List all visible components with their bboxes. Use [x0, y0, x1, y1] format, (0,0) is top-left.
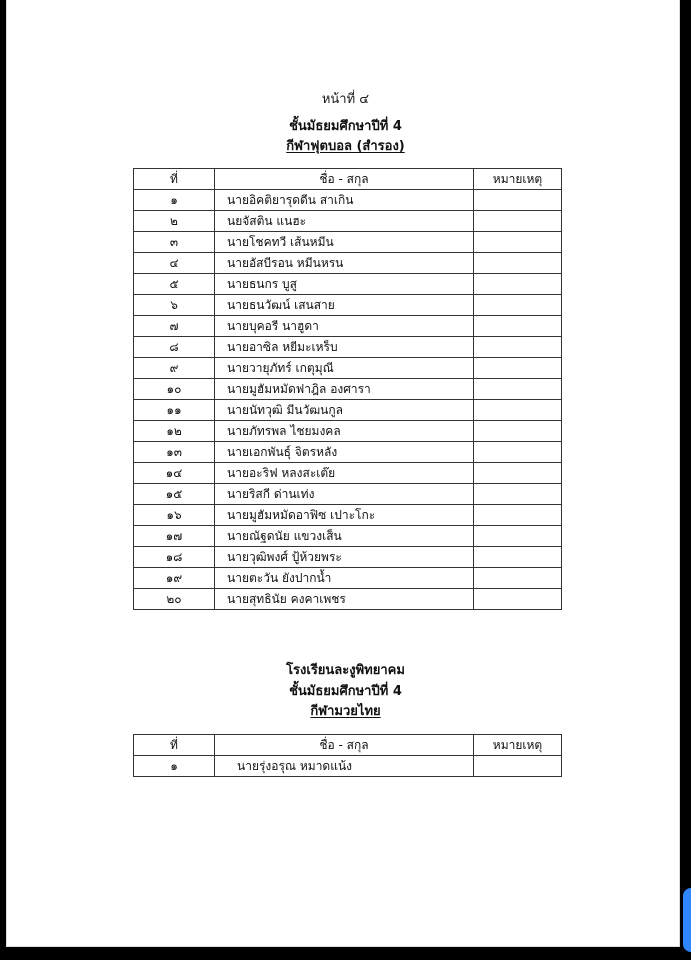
- row-no: ๙: [134, 358, 215, 379]
- row-no: ๒๐: [134, 589, 215, 610]
- header-no: ที่: [134, 735, 215, 756]
- header-name: ชื่อ - สกุล: [215, 169, 474, 190]
- row-no: ๑๘: [134, 547, 215, 568]
- muay-thai-table: [133, 734, 562, 777]
- row-no: ๑๑: [134, 400, 215, 421]
- row-no: ๖: [134, 295, 215, 316]
- row-note: [474, 316, 562, 337]
- row-no: ๗: [134, 316, 215, 337]
- table-row: [134, 463, 562, 484]
- table-row: [134, 756, 562, 777]
- table-row: [134, 337, 562, 358]
- row-no: ๑๗: [134, 526, 215, 547]
- header-name: ชื่อ - สกุล: [215, 735, 474, 756]
- football-reserve-table: [133, 168, 562, 610]
- row-name: นายอัสบีรอน หมีนหรน: [215, 253, 474, 274]
- table-row: [134, 589, 562, 610]
- row-name: นายรุ่งอรุณ หมาดแน้ง: [215, 756, 474, 777]
- row-name: นายนัทวุฒิ มีนวัฒนกูล: [215, 400, 474, 421]
- row-note: [474, 190, 562, 211]
- table-row: [134, 400, 562, 421]
- section2-grade-heading: ชั้นมัธยมศึกษาปีที่ 4: [289, 684, 402, 699]
- table-row: [134, 442, 562, 463]
- school-name-heading: โรงเรียนละงูพิทยาคม: [286, 663, 405, 678]
- row-no: ๕: [134, 274, 215, 295]
- row-note: [474, 421, 562, 442]
- row-note: [474, 547, 562, 568]
- row-no: ๑๕: [134, 484, 215, 505]
- table-header-row: [134, 735, 562, 756]
- row-no: ๑๔: [134, 463, 215, 484]
- table-row: [134, 316, 562, 337]
- row-note: [474, 211, 562, 232]
- row-note: [474, 379, 562, 400]
- row-note: [474, 442, 562, 463]
- row-name: นายโชคทวี เส้นหมีน: [215, 232, 474, 253]
- row-note: [474, 756, 562, 777]
- table-row: [134, 232, 562, 253]
- row-name: นายบุคอรี นาฮูดา: [215, 316, 474, 337]
- table-row: [134, 526, 562, 547]
- row-note: [474, 274, 562, 295]
- row-no: ๔: [134, 253, 215, 274]
- row-name: นายธนกร บูสู: [215, 274, 474, 295]
- row-note: [474, 589, 562, 610]
- row-name: นายมูฮัมหมัดฟาฎิล องศารา: [215, 379, 474, 400]
- table-row: [134, 547, 562, 568]
- row-name: นายณัฐดนัย แขวงเส็น: [215, 526, 474, 547]
- table-row: [134, 295, 562, 316]
- row-name: นายอะริฟ หลงสะเต๊ย: [215, 463, 474, 484]
- row-name: นายเอกพันธุ์ จิตรหลัง: [215, 442, 474, 463]
- row-note: [474, 253, 562, 274]
- row-note: [474, 484, 562, 505]
- table-row: [134, 274, 562, 295]
- row-name: นายธนวัฒน์ เสนสาย: [215, 295, 474, 316]
- row-no: ๑๖: [134, 505, 215, 526]
- row-note: [474, 337, 562, 358]
- row-note: [474, 463, 562, 484]
- row-note: [474, 505, 562, 526]
- row-note: [474, 232, 562, 253]
- row-name: นายวายุภัทร์ เกตุมุณี: [215, 358, 474, 379]
- section2-sport-heading: กีฬามวยไทย: [310, 704, 381, 719]
- row-name: นายอิคติยารุดดีน สาเกิน: [215, 190, 474, 211]
- table-row: [134, 358, 562, 379]
- table-header-row: [134, 169, 562, 190]
- row-no: ๑: [134, 756, 215, 777]
- header-note: หมายเหตุ: [474, 169, 562, 190]
- row-note: [474, 295, 562, 316]
- row-no: ๑๒: [134, 421, 215, 442]
- table-row: [134, 211, 562, 232]
- row-note: [474, 526, 562, 547]
- row-no: ๑๙: [134, 568, 215, 589]
- row-name: นายภัทรพล ไชยมงคล: [215, 421, 474, 442]
- row-no: ๑๓: [134, 442, 215, 463]
- page-number: หน้าที่ ๔: [321, 92, 370, 107]
- row-note: [474, 568, 562, 589]
- row-name: นายวุฒิพงศ์ ปู้ห้วยพระ: [215, 547, 474, 568]
- scroll-handle[interactable]: [683, 888, 691, 952]
- row-no: ๓: [134, 232, 215, 253]
- table-row: [134, 568, 562, 589]
- row-note: [474, 400, 562, 421]
- row-no: ๑๐: [134, 379, 215, 400]
- row-note: [474, 358, 562, 379]
- row-name: นายสุทธินัย คงคาเพชร: [215, 589, 474, 610]
- row-name: นายริสกี ด่านเท่ง: [215, 484, 474, 505]
- header-note: หมายเหตุ: [474, 735, 562, 756]
- header-no: ที่: [134, 169, 215, 190]
- table-row: [134, 253, 562, 274]
- row-name: นายตะวัน ยังปากน้ำ: [215, 568, 474, 589]
- table-row: [134, 379, 562, 400]
- table-row: [134, 190, 562, 211]
- table-row: [134, 505, 562, 526]
- row-no: ๑: [134, 190, 215, 211]
- row-no: ๘: [134, 337, 215, 358]
- row-no: ๒: [134, 211, 215, 232]
- row-name: นายมูฮัมหมัดอาฟิซ เปาะโกะ: [215, 505, 474, 526]
- section1-grade-heading: ชั้นมัธยมศึกษาปีที่ 4: [289, 119, 402, 134]
- table-row: [134, 484, 562, 505]
- section1-sport-heading: กีฬาฟุตบอล (สำรอง): [286, 139, 405, 154]
- table-row: [134, 421, 562, 442]
- row-name: นายอาซิล หยีมะเหร็บ: [215, 337, 474, 358]
- row-name: นยจัสติน แนฮะ: [215, 211, 474, 232]
